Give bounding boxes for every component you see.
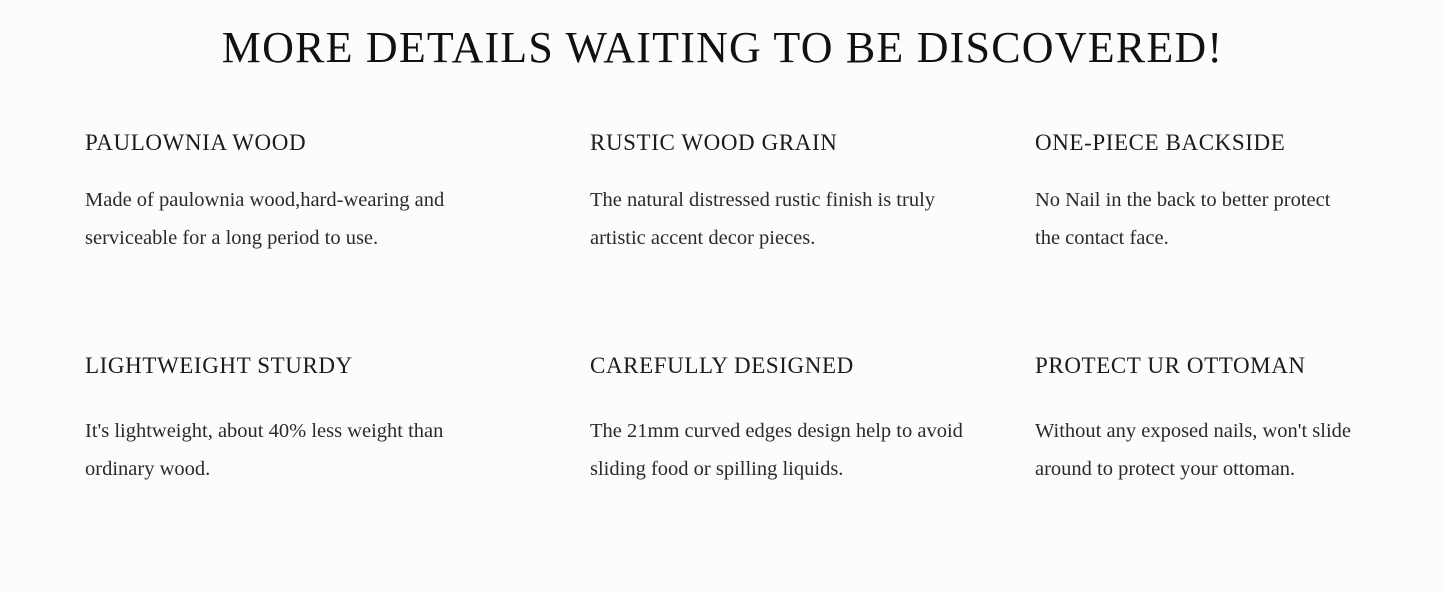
feature-description: Made of paulownia wood,hard-wearing and serviceable for a long period to use. — [85, 189, 445, 249]
feature-description: Without any exposed nails, won't slide around to protect your ottoman. — [1035, 420, 1352, 480]
feature-title: ONE-PIECE BACKSIDE — [1035, 130, 1286, 155]
page-title: MORE DETAILS WAITING TO BE DISCOVERED! — [221, 23, 1224, 72]
feature-description: No Nail in the back to better protect the contact face. — [1035, 189, 1331, 249]
feature-card-paulownia-wood — [0, 130, 505, 353]
feature-card-carefully-designed — [505, 353, 1015, 489]
feature-card-lightweight-sturdy — [0, 353, 505, 489]
feature-title: RUSTIC WOOD GRAIN — [590, 130, 838, 155]
feature-title: PAULOWNIA WOOD — [85, 130, 307, 155]
feature-card-one-piece-backside — [1015, 130, 1445, 353]
feature-title: LIGHTWEIGHT STURDY — [85, 353, 353, 378]
feature-description: It's lightweight, about 40% less weight than ordinary wood. — [85, 420, 444, 480]
feature-grid — [0, 130, 1445, 489]
feature-card-rustic-wood-grain — [505, 130, 1015, 353]
feature-title: PROTECT UR OTTOMAN — [1035, 353, 1306, 378]
feature-title: CAREFULLY DESIGNED — [590, 353, 854, 378]
feature-description: The natural distressed rustic finish is truly artistic accent decor pieces. — [590, 189, 936, 249]
feature-description: The 21mm curved edges design help to avoid sliding food or spilling liquids. — [590, 420, 963, 480]
feature-card-protect-ur-ottoman — [1015, 353, 1445, 489]
